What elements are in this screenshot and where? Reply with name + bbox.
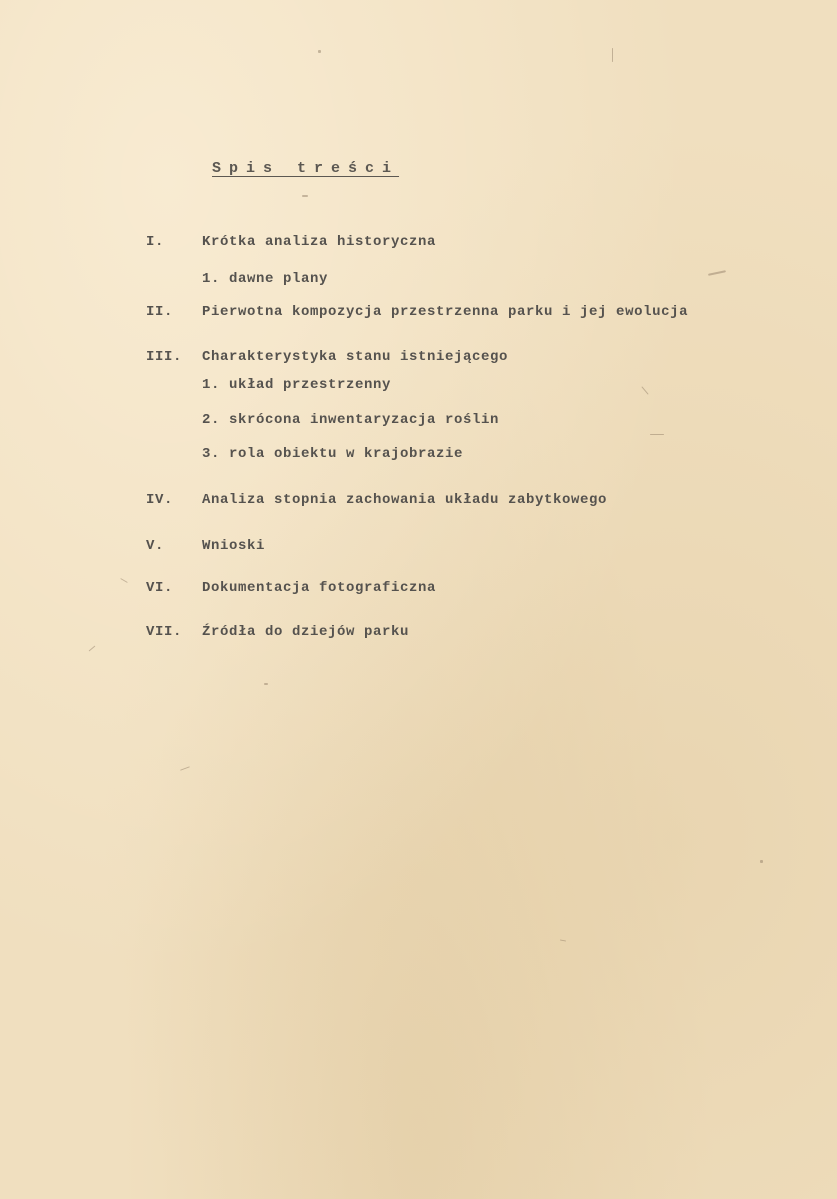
entry-title: Dokumentacja fotograficzna	[202, 580, 437, 596]
page-title: Spis treści	[212, 160, 400, 177]
entry-title: Charakterystyka stanu istniejącego	[202, 349, 509, 365]
entry-number: III.	[146, 349, 183, 365]
entry-title: Wnioski	[202, 538, 266, 554]
entry-number: I.	[146, 234, 165, 250]
toc-subentry: 3. rola obiektu w krajobrazie	[202, 446, 464, 462]
entry-title: Źródła do dziejów parku	[202, 624, 410, 640]
entry-number: II.	[146, 304, 174, 320]
paper-fleck	[89, 646, 96, 652]
entry-number: VII.	[146, 624, 183, 640]
paper-fleck	[120, 578, 127, 583]
paper-fleck	[650, 434, 664, 435]
paper-fleck	[612, 48, 613, 62]
paper-fleck	[318, 50, 321, 53]
paper-fleck	[760, 860, 763, 863]
paper-fleck	[641, 386, 648, 394]
entry-number: VI.	[146, 580, 174, 596]
toc-subentry: 1. dawne plany	[202, 271, 329, 287]
toc-subentry: 2. skrócona inwentaryzacja roślin	[202, 412, 500, 428]
toc-subentry: 1. układ przestrzenny	[202, 377, 392, 393]
paper-fleck	[180, 766, 190, 770]
entry-title: Krótka analiza historyczna	[202, 234, 437, 250]
entry-title: Analiza stopnia zachowania układu zabytkowego	[202, 492, 608, 508]
entry-title: Pierwotna kompozycja przestrzenna parku i jej ewolucja	[202, 304, 689, 320]
paper-fleck	[264, 683, 268, 685]
paper-fleck	[302, 195, 308, 197]
entry-number: IV.	[146, 492, 174, 508]
entry-number: V.	[146, 538, 165, 554]
paper-fleck	[708, 270, 726, 276]
paper-fleck	[560, 939, 566, 941]
